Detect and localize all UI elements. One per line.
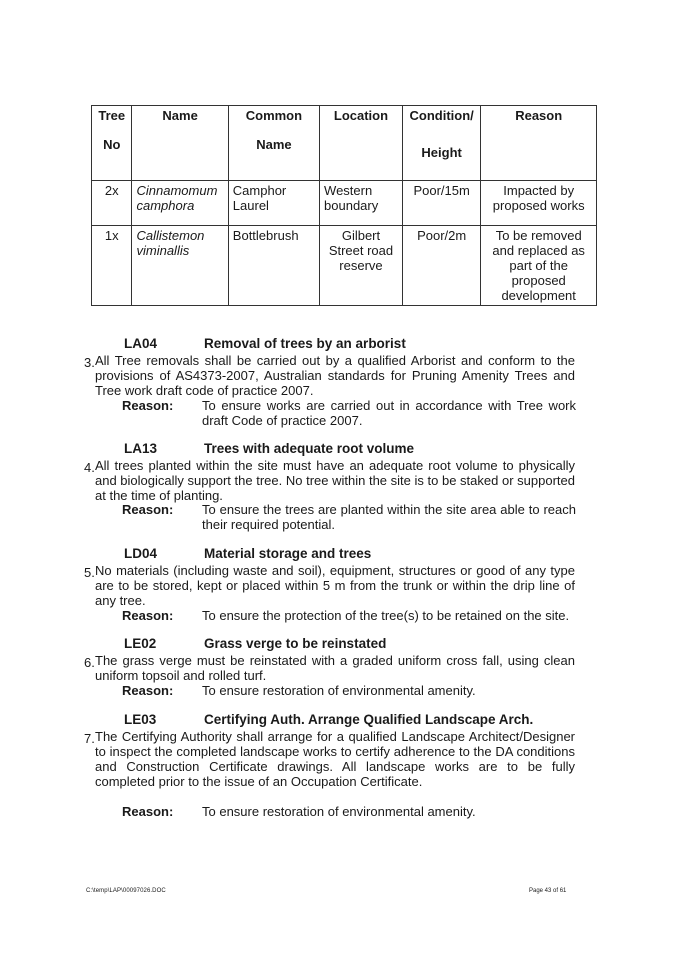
- cell-common-name: Bottlebrush: [228, 226, 319, 306]
- condition-heading: [124, 441, 414, 456]
- condition-number: 3.: [84, 355, 95, 370]
- cell-location: Western boundary: [320, 181, 403, 226]
- cell-condition: Poor/2m: [402, 226, 480, 306]
- tree-removal-table: [91, 105, 597, 306]
- cell-tree-no: 1x: [92, 226, 132, 306]
- reason-label: Reason:: [122, 608, 174, 623]
- cell-tree-no: 2x: [92, 181, 132, 226]
- cell-reason: Impacted by proposed works: [481, 181, 597, 226]
- condition-code: LD04: [124, 546, 158, 561]
- condition-title: Grass verge to be reinstated: [204, 636, 387, 651]
- header-common-name: Common Name: [228, 106, 319, 181]
- condition-number: 4.: [84, 460, 95, 475]
- cell-common-name: Camphor Laurel: [228, 181, 319, 226]
- header-name: Name: [132, 106, 228, 181]
- header-location: Location: [320, 106, 403, 181]
- condition-body: The grass verge must be reinstated with a graded uniform cross fall, using clean uniform topsoil and rolled turf.: [95, 653, 575, 683]
- reason-text: To ensure the protection of the tree(s) to be retained on the site.: [202, 608, 570, 623]
- header-reason: Reason: [481, 106, 597, 181]
- table-header-row: [92, 106, 597, 181]
- table-row: [92, 226, 597, 306]
- table-row: [92, 181, 597, 226]
- condition-number: 7.: [84, 731, 95, 746]
- reason-text: To ensure works are carried out in accordance with Tree work draft Code of practice 2007.: [202, 398, 576, 428]
- condition-body: All trees planted within the site must have an adequate root volume to physically and biologically support the tree. No tree within the site is to be staked or supported at the time of planting.: [95, 458, 575, 503]
- condition-title: Trees with adequate root volume: [204, 441, 415, 456]
- reason-text: To ensure restoration of environmental amenity.: [202, 683, 476, 698]
- condition-body: No materials (including waste and soil), equipment, structures or good of any type are to be stored, kept or placed within 5 m from the trunk or within the drip line of any tree.: [95, 563, 575, 608]
- condition-body: All Tree removals shall be carried out by a qualified Arborist and conform to the provisions of AS4373-2007, Australian standards for Pruning Amenity Trees and Tree work draft code of practice 2007.: [95, 353, 575, 398]
- reason-label: Reason:: [122, 502, 174, 517]
- condition-heading: [124, 712, 533, 727]
- reason-text: To ensure the trees are planted within the site area able to reach their required potential.: [202, 502, 576, 532]
- condition-number: 5.: [84, 565, 95, 580]
- footer-file-path: C:\temp\LAP\00097026.DOC: [86, 888, 166, 894]
- condition-code: LE02: [124, 636, 157, 651]
- reason-label: Reason:: [122, 683, 174, 698]
- condition-title: Removal of trees by an arborist: [204, 336, 406, 351]
- reason-label: Reason:: [122, 804, 174, 819]
- reason-text: To ensure restoration of environmental amenity.: [202, 804, 476, 819]
- cell-location: Gilbert Street road reserve: [320, 226, 403, 306]
- condition-code: LA13: [124, 441, 158, 456]
- reason-label: Reason:: [122, 398, 174, 413]
- cell-condition: Poor/15m: [402, 181, 480, 226]
- condition-heading: [124, 546, 371, 561]
- condition-number: 6.: [84, 655, 95, 670]
- header-condition-height: Condition/ Height: [402, 106, 480, 181]
- condition-code: LA04: [124, 336, 158, 351]
- cell-name: Cinnamomum camphora: [132, 181, 228, 226]
- condition-body: The Certifying Authority shall arrange for a qualified Landscape Architect/Designer to inspect the completed landscape works to certify adherence to the DA conditions and Construction Certificate drawings. All landscape works are to be fully completed prior to the issue of an Occupation Certificate.: [95, 729, 575, 789]
- cell-reason: To be removed and replaced as part of the proposed development: [481, 226, 597, 306]
- condition-title: Material storage and trees: [204, 546, 372, 561]
- condition-code: LE03: [124, 712, 157, 727]
- cell-name: Callistemon viminallis: [132, 226, 228, 306]
- footer-page-number: Page 43 of 61: [529, 888, 567, 894]
- condition-title: Certifying Auth. Arrange Qualified Landscape Arch.: [204, 712, 534, 727]
- header-tree-no: Tree No: [92, 106, 132, 181]
- condition-heading: [124, 336, 406, 351]
- condition-heading: [124, 636, 386, 651]
